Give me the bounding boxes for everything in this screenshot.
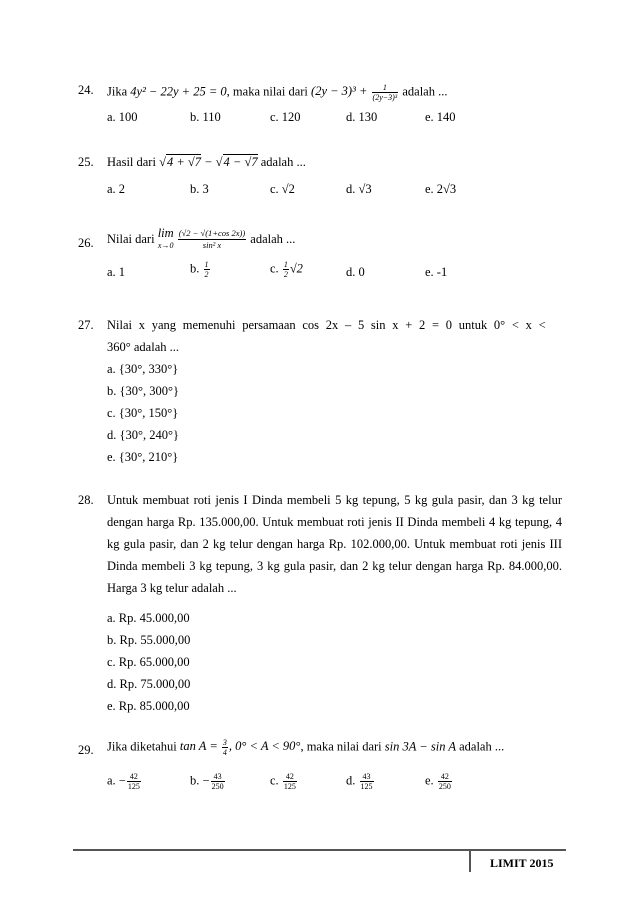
option-b[interactable]: b. {30°, 300°}	[107, 384, 179, 398]
equation: 4y² − 22y + 25 = 0	[130, 84, 227, 99]
option-b[interactable]: b. − $\frac{43}{250}$	[190, 772, 224, 791]
question-number: 25.	[78, 155, 94, 169]
question-text	[107, 738, 504, 757]
option-c[interactable]: c. $\frac{1}{2}$ √2	[270, 260, 303, 279]
option-c[interactable]: c. $\frac{42}{125}$	[270, 772, 296, 791]
option-e[interactable]: e. -1	[425, 265, 448, 279]
option-a[interactable]: a. 2	[107, 182, 126, 196]
option-c[interactable]: c. √2	[270, 182, 295, 196]
question-number: 28.	[78, 493, 94, 507]
option-b[interactable]: b. Rp. 55.000,00	[107, 633, 191, 647]
option-b[interactable]: b. $\frac{1}{2}$	[190, 260, 209, 279]
option-d[interactable]: d. {30°, 240°}	[107, 428, 179, 442]
question-number: 26.	[78, 236, 94, 250]
option-label: e.	[425, 773, 437, 788]
question-mid: , maka nilai dari	[300, 739, 385, 754]
option-a[interactable]: a. 100	[107, 110, 138, 124]
question-line: 360° adalah ...	[107, 340, 179, 354]
option-c[interactable]: c. Rp. 65.000,00	[107, 655, 190, 669]
option-d[interactable]: d. √3	[346, 182, 372, 196]
question-paragraph: Untuk membuat roti jenis I Dinda membeli 5 kg tepung, 5 kg gula pasir, dan 3 kg telur dengan harga Rp. 135.000,00. Untuk membuat roti jenis II Dinda membeli 4 kg tepung, 4 kg gula pasir, dan 2 kg telur dengan harga Rp. 102.000,00. Untuk membuat roti jenis III Dinda membeli 3 kg tepung, 3 kg gula pasir, dan 2 kg telur dengan harga Rp. 84.000,00. Harga 3 kg telur adalah ...	[107, 493, 562, 595]
option-label: c.	[270, 261, 282, 276]
option-d[interactable]: d. 130	[346, 110, 378, 124]
option-label: d.	[346, 773, 359, 788]
question-number: 29.	[78, 743, 94, 757]
option-a[interactable]: a. {30°, 330°}	[107, 362, 179, 376]
option-c[interactable]: c. 120	[270, 110, 301, 124]
footer-label: LIMIT 2015	[490, 856, 554, 870]
question-number: 24.	[78, 83, 94, 97]
option-label: a. −	[107, 773, 126, 788]
question-suffix: adalah ...	[250, 232, 296, 246]
option-e[interactable]: e. 2√3	[425, 182, 457, 196]
option-label: b.	[190, 261, 203, 276]
expression: sin 3A − sin A	[384, 739, 456, 754]
option-e[interactable]: e. {30°, 210°}	[107, 450, 179, 464]
question-prefix: Jika diketahui	[107, 739, 180, 754]
question-prefix: Nilai dari	[107, 232, 158, 246]
question-suffix: adalah ...	[399, 84, 448, 99]
option-a[interactable]: a. Rp. 45.000,00	[107, 611, 190, 625]
question-line: Nilai x yang memenuhi persamaan cos 2x – 5 sin x + 2 = 0 untuk 0° < x <	[107, 318, 546, 332]
option-a[interactable]: a. − $\frac{42}{125}$	[107, 772, 140, 791]
question-text	[107, 83, 447, 102]
option-b[interactable]: b. 3	[190, 182, 209, 196]
question-suffix: adalah ...	[455, 739, 505, 754]
question-suffix: adalah ...	[257, 155, 306, 169]
option-a[interactable]: a. 1	[107, 265, 126, 279]
footer-separator	[469, 850, 471, 872]
option-d[interactable]: d. Rp. 75.000,00	[107, 677, 191, 691]
question-prefix: Hasil dari	[107, 155, 160, 169]
question-text	[107, 155, 306, 170]
option-b[interactable]: b. 110	[190, 110, 221, 124]
expression: (2y − 3)³ + $\frac{1}{\text{(2y−3)³}}$	[311, 83, 398, 102]
given-condition: tan A = $\frac{3}{4}$ , 0° < A < 90°	[179, 738, 301, 757]
option-c[interactable]: c. {30°, 150°}	[107, 406, 179, 420]
footer-divider	[73, 849, 566, 851]
expression: √4 + √7 − √4 − √7	[159, 155, 258, 169]
question-text	[107, 228, 295, 251]
option-label: c.	[270, 773, 282, 788]
option-e[interactable]: e. Rp. 85.000,00	[107, 699, 190, 713]
question-number: 27.	[78, 318, 94, 332]
option-d[interactable]: d. 0	[346, 265, 365, 279]
option-label: b. −	[190, 773, 210, 788]
option-e[interactable]: e. 140	[425, 110, 456, 124]
limit-expression: lim x→0 $\frac{(√2 - √(1+\cos 2x))}{\text{sin² x}}$	[157, 226, 246, 250]
question-mid: , maka nilai dari	[226, 84, 312, 99]
question-prefix: Jika	[107, 84, 131, 99]
option-e[interactable]: e. $\frac{42}{250}$	[425, 772, 451, 791]
option-d[interactable]: d. $\frac{43}{125}$	[346, 772, 373, 791]
